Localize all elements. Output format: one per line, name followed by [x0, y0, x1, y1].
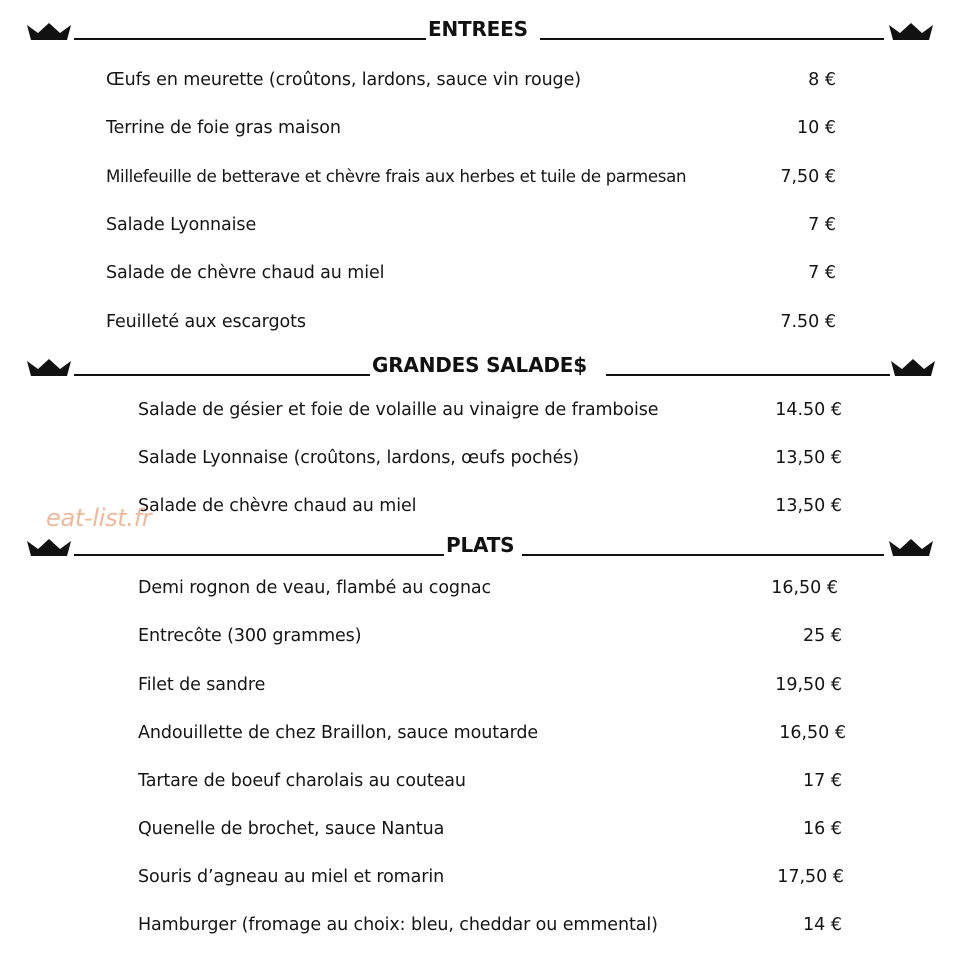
menu-item	[138, 816, 842, 842]
menu-item	[106, 309, 842, 335]
menu-item	[138, 575, 842, 601]
menu-item	[106, 212, 842, 238]
item-name: Souris d’agneau au miel et romarin	[138, 867, 445, 887]
item-price: 19,50 €	[775, 675, 842, 695]
item-price: 16 €	[803, 819, 842, 839]
divider-line	[74, 38, 426, 40]
item-name: Demi rognon de veau, flambé au cognac	[138, 578, 492, 598]
menu-item	[106, 164, 842, 190]
divider-line	[540, 38, 884, 40]
menu-item	[106, 115, 842, 141]
item-name: Salade de gésier et foie de volaille au vinaigre de framboise	[138, 400, 659, 420]
menu-item	[138, 720, 846, 746]
crown-icon	[888, 538, 934, 558]
item-name: Entrecôte (300 grammes)	[138, 626, 362, 646]
section-header-grandes-salades	[0, 350, 960, 384]
item-name: Salade de chèvre chaud au miel	[106, 263, 385, 283]
divider-line	[74, 374, 370, 376]
crown-icon	[26, 538, 72, 558]
section-title: ENTREES	[428, 17, 528, 41]
watermark: eat-list.fr	[46, 504, 152, 532]
item-price: 10 €	[797, 118, 836, 138]
menu-item	[138, 912, 842, 938]
crown-icon	[890, 358, 936, 378]
menu-item	[138, 493, 842, 519]
section-title: GRANDES SALADE$	[372, 353, 587, 377]
item-price: 14.50 €	[775, 400, 842, 420]
menu-item	[106, 260, 842, 286]
item-name: Terrine de foie gras maison	[106, 118, 341, 138]
item-name: Salade Lyonnaise (croûtons, lardons, œufs pochés)	[138, 448, 580, 468]
crown-icon	[888, 22, 934, 42]
item-price: 7.50 €	[780, 312, 836, 332]
menu-item	[138, 445, 842, 471]
item-price: 7 €	[808, 263, 836, 283]
item-name: Quenelle de brochet, sauce Nantua	[138, 819, 445, 839]
item-name: Œufs en meurette (croûtons, lardons, sauce vin rouge)	[106, 70, 581, 90]
item-name: Tartare de boeuf charolais au couteau	[138, 771, 466, 791]
section-title: PLATS	[446, 533, 515, 557]
crown-icon	[26, 22, 72, 42]
item-price: 13,50 €	[775, 448, 842, 468]
item-name: Millefeuille de betterave et chèvre frais aux herbes et tuile de parmesan	[106, 167, 687, 186]
menu-item	[138, 397, 842, 423]
divider-line	[522, 554, 884, 556]
divider-line	[606, 374, 890, 376]
menu-item	[138, 864, 842, 890]
item-price: 8 €	[808, 70, 836, 90]
divider-line	[74, 554, 444, 556]
section-header-entrees	[0, 14, 960, 48]
crown-icon	[26, 358, 72, 378]
section-header-plats	[0, 530, 960, 564]
item-name: Salade Lyonnaise	[106, 215, 257, 235]
item-name: Salade de chèvre chaud au miel	[138, 496, 417, 516]
item-price: 7 €	[808, 215, 836, 235]
item-price: 16,50 €	[771, 578, 838, 598]
menu-item	[138, 672, 842, 698]
item-name: Hamburger (fromage au choix: bleu, cheddar ou emmental)	[138, 915, 658, 935]
item-price: 17 €	[803, 771, 842, 791]
item-price: 14 €	[803, 915, 842, 935]
item-name: Andouillette de chez Braillon, sauce moutarde	[138, 723, 539, 743]
item-name: Feuilleté aux escargots	[106, 312, 306, 332]
item-price: 17,50 €	[777, 867, 844, 887]
menu-item	[138, 768, 842, 794]
menu-item	[106, 67, 842, 93]
item-price: 25 €	[803, 626, 842, 646]
menu-item	[138, 623, 842, 649]
item-price: 16,50 €	[779, 723, 846, 743]
item-price: 13,50 €	[775, 496, 842, 516]
item-price: 7,50 €	[780, 167, 836, 187]
item-name: Filet de sandre	[138, 675, 266, 695]
